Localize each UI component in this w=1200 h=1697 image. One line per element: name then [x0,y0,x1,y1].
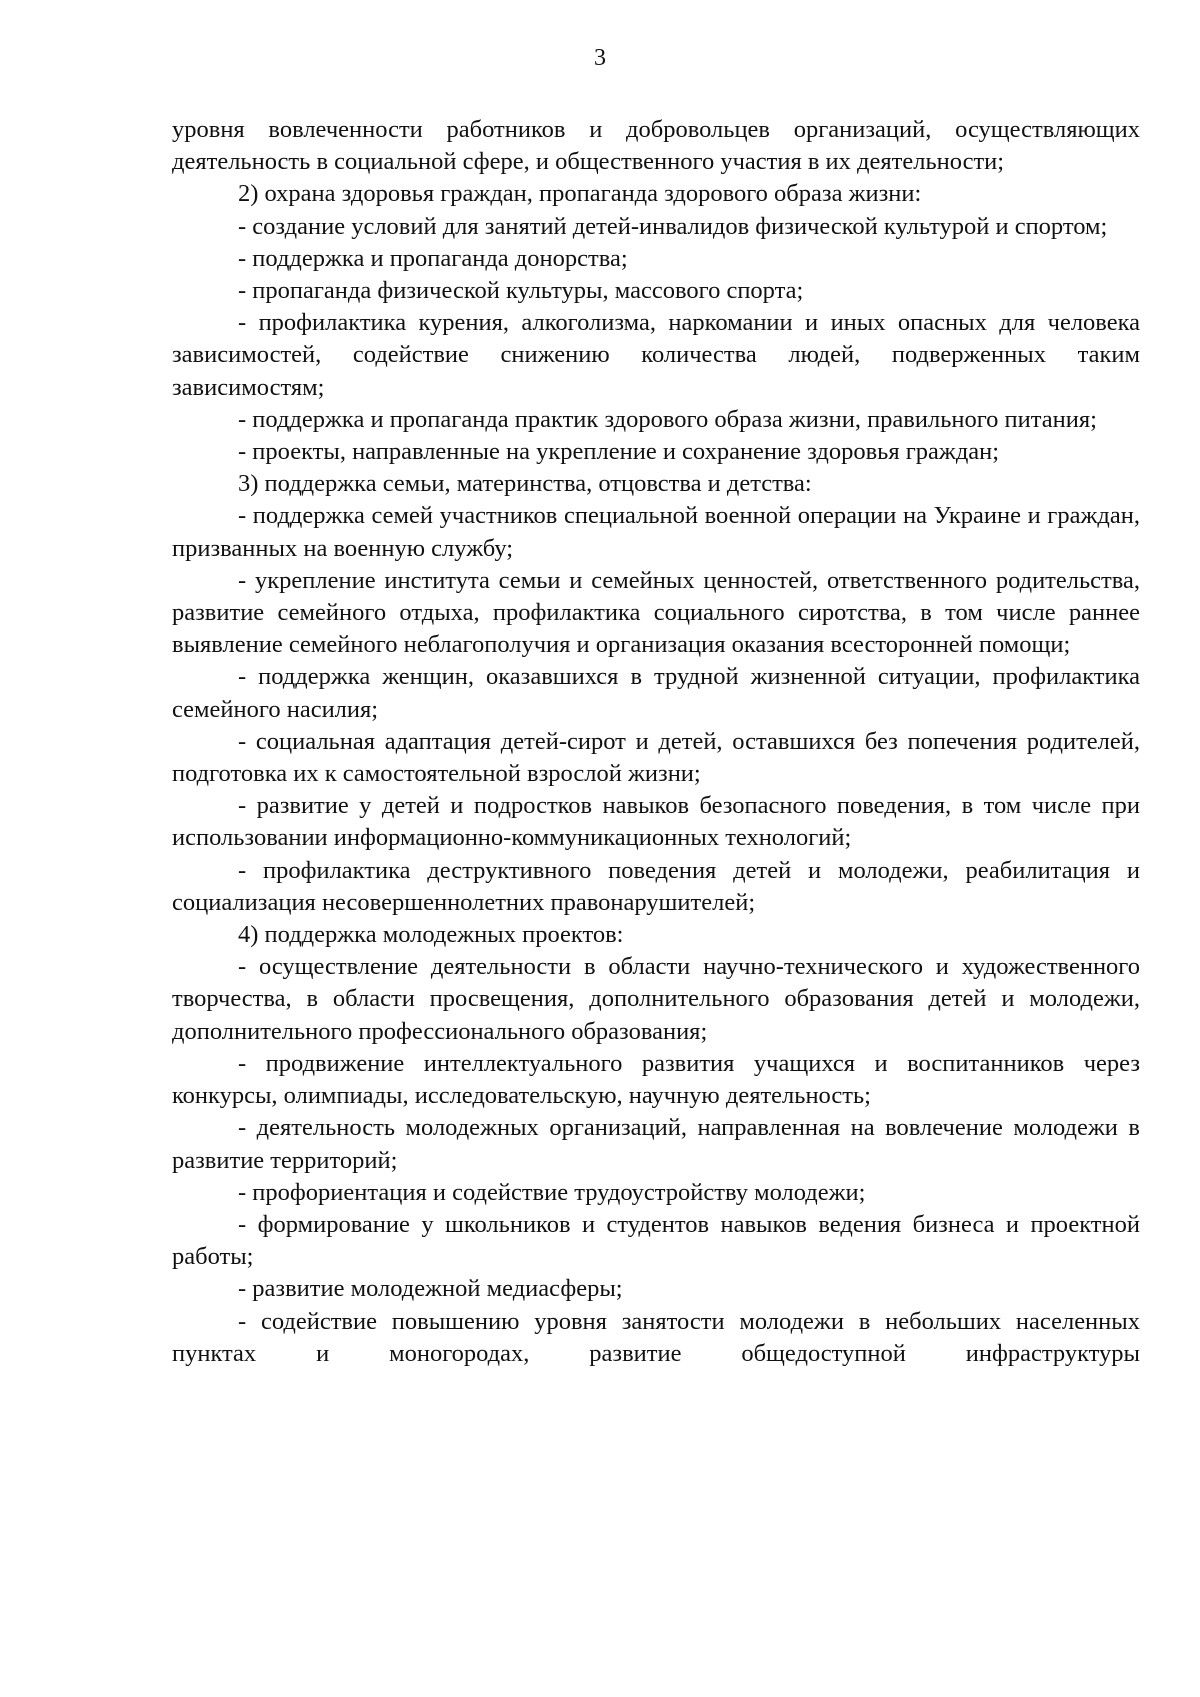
list-item: - укрепление института семьи и семейных ценностей, ответственного родительства, развитие семейного отдыха, профилактика социального сиротства, в том числе раннее выявление семейного неблагополучия и организация оказания всесторонней помощи; [172,566,1140,659]
list-item: - поддержка женщин, оказавшихся в трудной жизненной ситуации, профилактика семейного насилия; [172,663,1140,723]
page-number: 3 [594,45,606,71]
list-item: - поддержка и пропаганда донорства; [238,244,628,272]
list-item-continues: - содействие повышению уровня занятости молодежи в небольших населенных пунктах и моногородах, развитие общедоступной инфраструктуры [172,1307,1140,1367]
list-item: - профилактика курения, алкоголизма, наркомании и иных опасных для человека зависимостей, содействие снижению количества людей, подверженных таким зависимостям; [172,309,1140,401]
list-item: - создание условий для занятий детей-инвалидов физической культурой и спортом; [238,212,1108,240]
list-item: - осуществление деятельности в области научно-технического и художественного творчества, в области просвещения, дополнительного образования детей и молодежи, дополнительного профессионального образования; [172,953,1140,1045]
list-item: - продвижение интеллектуального развития учащихся и воспитанников через конкурсы, олимпиады, исследовательскую, научную деятельность; [172,1049,1140,1110]
section-heading-youth: 4) поддержка молодежных проектов: [238,921,624,949]
list-item: - проекты, направленные на укрепление и сохранение здоровья граждан; [238,438,1000,466]
document-body [172,114,1140,1370]
list-item: - профориентация и содействие трудоустройству молодежи; [238,1178,866,1206]
list-item: - развитие у детей и подростков навыков безопасного поведения, в том числе при использовании информационно-коммуникационных технологий; [172,792,1140,852]
list-item: - социальная адаптация детей-сирот и детей, оставшихся без попечения родителей, подготовка их к самостоятельной взрослой жизни; [172,727,1140,788]
list-item: - профилактика деструктивного поведения детей и молодежи, реабилитация и социализация несовершеннолетних правонарушителей; [172,856,1140,916]
section-heading-health: 2) охрана здоровья граждан, пропаганда здорового образа жизни: [238,180,922,208]
section-heading-family: 3) поддержка семьи, материнства, отцовства и детства: [238,470,812,498]
list-item: - деятельность молодежных организаций, направленная на вовлечение молодежи в развитие территорий; [172,1114,1140,1174]
list-item: - формирование у школьников и студентов навыков ведения бизнеса и проектной работы; [172,1210,1140,1271]
list-item: - пропаганда физической культуры, массового спорта; [238,277,804,305]
list-item: - поддержка и пропаганда практик здорового образа жизни, правильного питания; [238,405,1097,433]
list-item: - развитие молодежной медиасферы; [238,1275,623,1303]
list-item: - поддержка семей участников специальной военной операции на Украине и граждан, призванных на военную службу; [172,502,1140,562]
paragraph-continuation: уровня вовлеченности работников и добровольцев организаций, осуществляющих деятельность в социальной сфере, и общественного участия в их деятельности; [172,116,1140,176]
